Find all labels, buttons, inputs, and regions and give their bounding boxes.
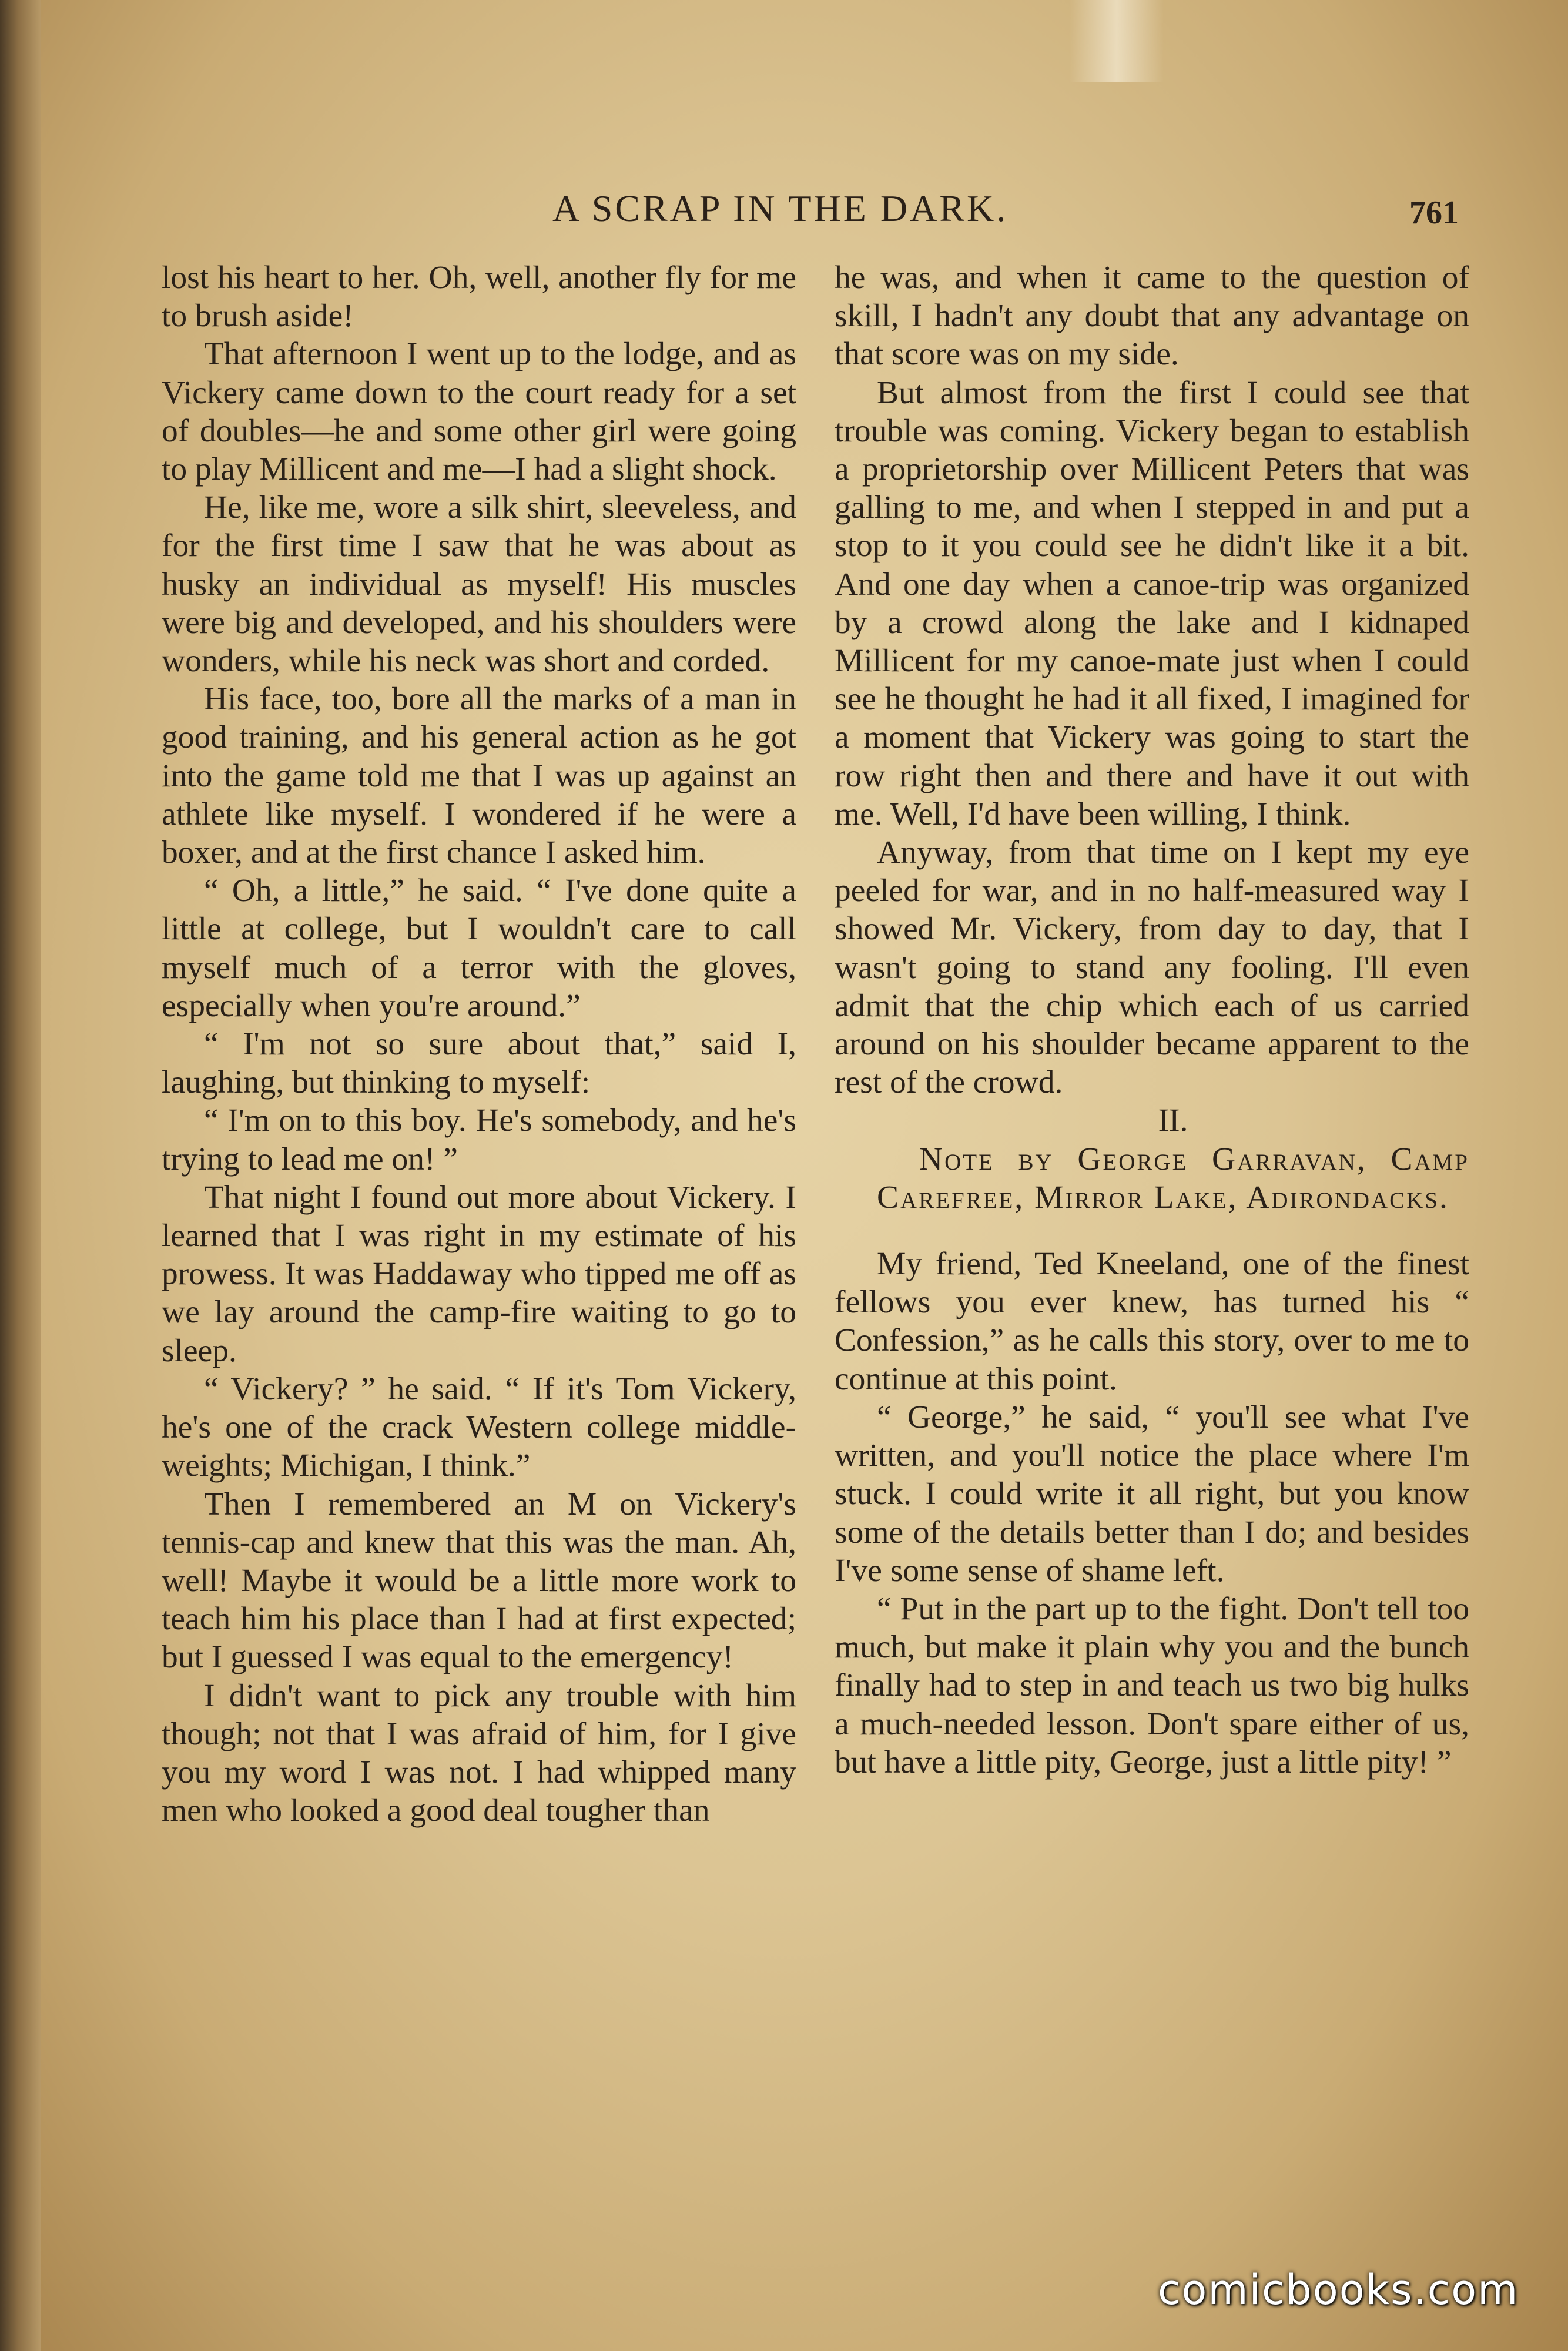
paragraph: “ George,” he said, “ you'll see what I've written, and you'll notice the place where I'm stuck. I could write it all right, but you know some of the details better than I do; and besides I've some sense of shame left. [835, 1399, 1469, 1589]
paper-crease [1070, 0, 1164, 82]
left-column [162, 259, 796, 1830]
paragraph: “ Put in the part up to the fight. Don't tell too much, but make it plain why you and the bunch finally had to step in and teach us two big hulks a much-needed lesson. Don't spare either of us, but have a little pity, George, just a little pity! ” [835, 1590, 1469, 1780]
paragraph: “ Vickery? ” he said. “ If it's Tom Vickery, he's one of the crack Western college middle-weights; Michigan, I think.” [162, 1371, 796, 1484]
paragraph: “ I'm on to this boy. He's somebody, and he's trying to lead me on! ” [162, 1103, 796, 1177]
spacer [835, 1217, 1469, 1245]
section-heading: II. [1158, 1103, 1188, 1139]
paragraph: Anyway, from that time on I kept my eye peeled for war, and in no half-measured way I showed Mr. Vickery, from day to day, that I wasn't going to stand any fooling. I'll even admit that the chip which each of us carried around on his shoulder became apparent to the rest of the crowd. [835, 835, 1469, 1101]
paragraph: That afternoon I went up to the lodge, and as Vickery came down to the court ready for a set of doubles—he and some other girl were going to play Millicent and me—I had a slight shock. [162, 336, 796, 488]
author-note: Note by George Garravan, Camp Carefree, Mirror Lake, Adirondacks. [877, 1141, 1469, 1215]
paragraph: lost his heart to her. Oh, well, another fly for me to brush aside! [162, 260, 796, 334]
paragraph: “ Oh, a little,” he said. “ I've done quite a little at college, but I wouldn't care to call myself much of a terror with the gloves, especially when you're around.” [162, 873, 796, 1024]
running-head: A SCRAP IN THE DARK. [552, 187, 1009, 229]
paragraph: His face, too, bore all the marks of a man in good training, and his general action as he got into the game told me that I was up against an athlete like myself. I wondered if he were a boxer, and at the first chance I asked him. [162, 681, 796, 871]
watermark-logo: comicbooks.com [1158, 2266, 1519, 2314]
paragraph: My friend, Ted Kneeland, one of the finest fellows you ever knew, has turned his “ Confession,” as he calls this story, over to me to continue at this point. [835, 1246, 1469, 1397]
paragraph: But almost from the first I could see that trouble was coming. Vickery began to establish a proprietorship over Millicent Peters that was galling to me, and when I stepped in and put a stop to it you could see he didn't like it a bit. And one day when a canoe-trip was organized by a crowd along the lake and I kidnaped Millicent for my canoe-mate just when I could see he thought he had it all fixed, I imagined for a moment that Vickery was going to start the row right then and there and have it out with me. Well, I'd have been willing, I think. [835, 374, 1469, 832]
paragraph: I didn't want to pick any trouble with him though; not that I was afraid of him, for I give you my word I was not. I had whipped many men who looked a good deal tougher than [162, 1677, 796, 1829]
page-number: 761 [1409, 195, 1459, 231]
book-binding-edge [0, 0, 41, 2351]
paragraph: That night I found out more about Vickery. I learned that I was right in my estimate of his prowess. It was Haddaway who tipped me off as we lay around the camp-fire waiting to go to sleep. [162, 1179, 796, 1369]
right-column [835, 259, 1469, 1781]
paragraph: he was, and when it came to the question of skill, I hadn't any doubt that any advantage on that score was on my side. [835, 260, 1469, 373]
paragraph: He, like me, wore a silk shirt, sleeveless, and for the first time I saw that he was about as husky an individual as myself! His muscles were big and developed, and his shoulders were wonders, while his neck was short and corded. [162, 490, 796, 679]
paragraph: “ I'm not so sure about that,” said I, laughing, but thinking to myself: [162, 1026, 796, 1101]
paragraph: Then I remembered an M on Vickery's tennis-cap and knew that this was the man. Ah, well! Maybe it would be a little more work to teach him his place than I had at first expected; but I guessed I was equal to the emergency! [162, 1486, 796, 1676]
